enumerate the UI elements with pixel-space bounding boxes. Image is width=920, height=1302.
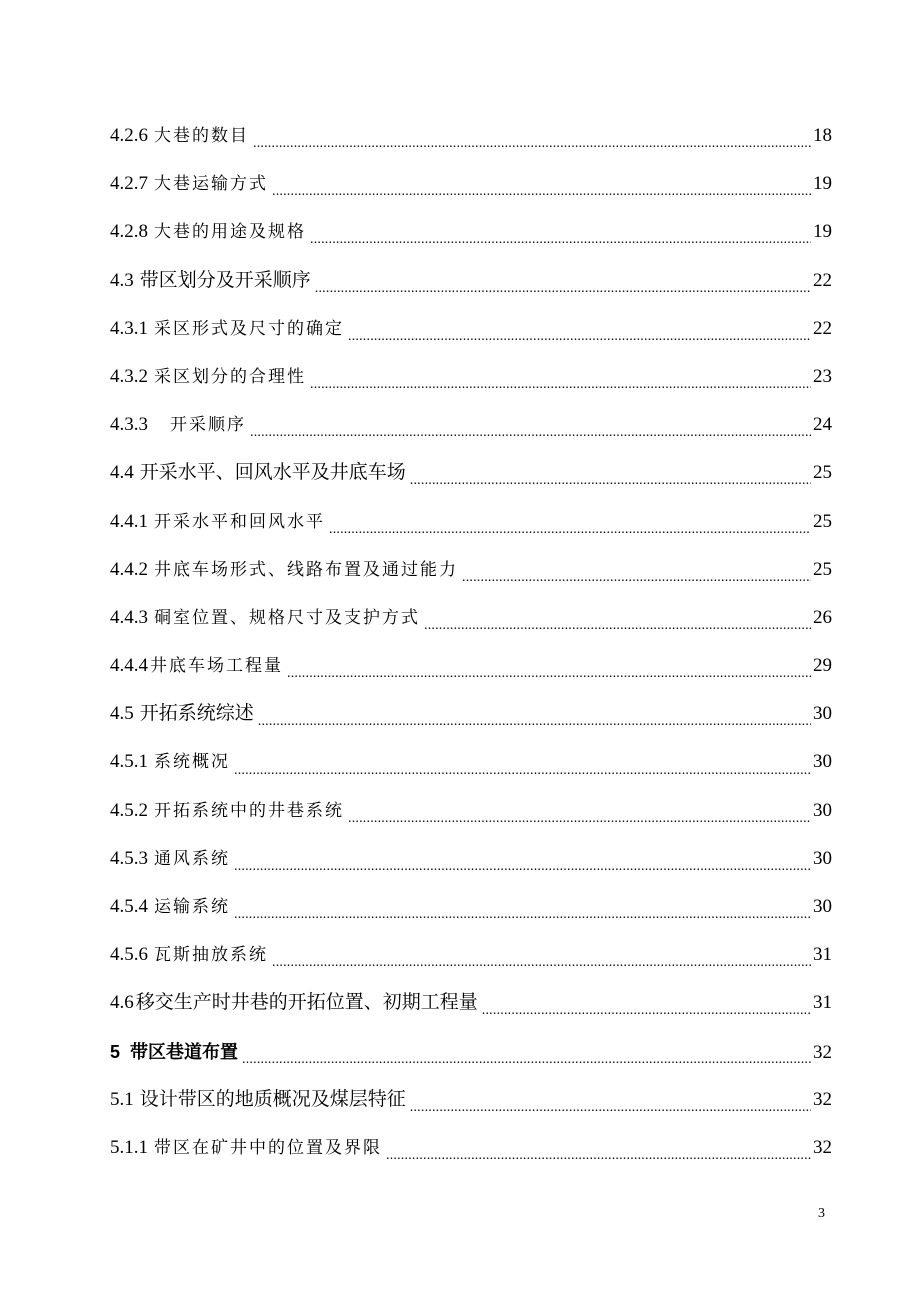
toc-entry-title: 开采顺序 bbox=[170, 415, 246, 435]
toc-entry-title: 井底车场工程量 bbox=[150, 656, 283, 676]
toc-entry-number: 4.5.1 bbox=[110, 751, 148, 773]
toc-entry-5-1 bbox=[110, 1076, 832, 1124]
toc-entry-5 bbox=[110, 1028, 832, 1076]
toc-entry-4-3 bbox=[110, 257, 832, 305]
dot-leader bbox=[424, 613, 811, 633]
toc-entry-4-5-3 bbox=[110, 835, 832, 883]
toc-entry-page: 19 bbox=[813, 173, 832, 195]
toc-entry-number: 5 bbox=[110, 1041, 121, 1062]
toc-entry-title: 井底车场形式、线路布置及通过能力 bbox=[154, 559, 458, 579]
toc-entry-title: 开采水平和回风水平 bbox=[154, 511, 325, 531]
dot-leader bbox=[250, 420, 811, 440]
toc-entry-4-4-4 bbox=[110, 642, 832, 690]
toc-entry-page: 32 bbox=[813, 1041, 832, 1063]
toc-entry-page: 25 bbox=[813, 462, 832, 484]
toc-entry-page: 30 bbox=[813, 896, 832, 917]
toc-entry-4-3-1 bbox=[110, 305, 832, 353]
toc-entry-page: 25 bbox=[813, 510, 832, 532]
toc-entry-page: 30 bbox=[813, 799, 832, 821]
toc-entry-number: 4.4.4 bbox=[110, 655, 148, 677]
dot-leader bbox=[242, 1047, 811, 1067]
toc-entry-title: 开拓系统中的井巷系统 bbox=[154, 800, 344, 820]
toc-entry-number: 4.4.2 bbox=[110, 558, 148, 580]
toc-entry-number: 4.2.7 bbox=[110, 173, 148, 195]
toc-entry-4-2-7 bbox=[110, 160, 832, 208]
toc-entry-4-5-4 bbox=[110, 883, 832, 931]
toc-entry-page: 30 bbox=[813, 751, 832, 773]
toc-entry-page: 19 bbox=[813, 221, 832, 243]
dot-leader bbox=[310, 372, 811, 392]
toc-entry-4-3-2 bbox=[110, 353, 832, 401]
toc-entry-4-4-2 bbox=[110, 546, 832, 594]
toc-entry-title: 开采水平、回风水平及井底车场 bbox=[139, 462, 406, 484]
toc-entry-title: 运输系统 bbox=[154, 897, 230, 916]
dot-leader bbox=[348, 324, 811, 344]
toc-entry-4-5-2 bbox=[110, 787, 832, 835]
toc-entry-title: 采区形式及尺寸的确定 bbox=[154, 318, 344, 338]
toc-entry-number: 4.4.3 bbox=[110, 606, 148, 628]
dot-leader bbox=[348, 806, 811, 826]
toc-entry-page: 30 bbox=[813, 703, 832, 725]
toc-entry-title: 带区在矿井中的位置及界限 bbox=[154, 1137, 382, 1157]
toc-entry-number: 4.6 bbox=[110, 992, 134, 1014]
toc-entry-number: 5.1.1 bbox=[110, 1136, 148, 1158]
dot-leader bbox=[462, 565, 811, 585]
toc-entry-number: 4.3.3 bbox=[110, 414, 148, 436]
toc-entry-5-1-1 bbox=[110, 1124, 832, 1172]
toc-entry-number: 4.5.3 bbox=[110, 847, 148, 869]
toc-entry-page: 29 bbox=[813, 655, 832, 677]
toc-entry-title: 大巷运输方式 bbox=[154, 174, 268, 194]
toc-entry-title: 移交生产时井巷的开拓位置、初期工程量 bbox=[135, 992, 478, 1014]
toc-entry-number: 4.2.8 bbox=[110, 221, 148, 243]
toc-entry-number: 4.3 bbox=[110, 269, 134, 291]
toc-entry-title: 带区巷道布置 bbox=[130, 1041, 239, 1062]
toc-entry-title: 开拓系统综述 bbox=[139, 703, 254, 725]
toc-entry-4-2-8 bbox=[110, 208, 832, 256]
toc-entry-page: 31 bbox=[813, 944, 832, 966]
toc-entry-number: 4.5.4 bbox=[110, 896, 148, 917]
toc-entry-number: 4.3.2 bbox=[110, 365, 148, 387]
toc-entry-title: 系统概况 bbox=[154, 752, 230, 772]
toc-entry-number: 4.5.2 bbox=[110, 799, 148, 821]
dot-leader bbox=[234, 758, 811, 778]
dot-leader bbox=[410, 1095, 811, 1115]
toc-entry-title: 瓦斯抽放系统 bbox=[154, 945, 268, 965]
toc-entry-4-4-1 bbox=[110, 498, 832, 546]
toc-entry-page: 26 bbox=[813, 606, 832, 628]
dot-leader bbox=[272, 950, 811, 970]
dot-leader bbox=[482, 998, 811, 1018]
table-of-contents bbox=[110, 112, 832, 1172]
toc-entry-number: 5.1 bbox=[110, 1088, 134, 1110]
toc-entry-number: 4.5 bbox=[110, 703, 134, 725]
dot-leader bbox=[310, 227, 811, 247]
dot-leader bbox=[253, 131, 811, 151]
toc-entry-title: 通风系统 bbox=[154, 848, 230, 868]
toc-entry-4-5-1 bbox=[110, 738, 832, 786]
toc-entry-page: 22 bbox=[813, 269, 832, 291]
toc-entry-4-4-3 bbox=[110, 594, 832, 642]
toc-entry-page: 30 bbox=[813, 847, 832, 869]
toc-entry-number: 4.5.6 bbox=[110, 944, 148, 966]
toc-entry-title: 带区划分及开采顺序 bbox=[139, 269, 311, 291]
page-number: 3 bbox=[818, 1206, 825, 1221]
toc-entry-4-2-6 bbox=[110, 112, 832, 160]
toc-entry-number: 4.3.1 bbox=[110, 317, 148, 339]
toc-entry-page: 24 bbox=[813, 414, 832, 436]
dot-leader bbox=[329, 517, 811, 537]
toc-entry-title: 设计带区的地质概况及煤层特征 bbox=[139, 1088, 406, 1110]
toc-entry-number: 4.2.6 bbox=[110, 125, 148, 146]
toc-entry-4-4 bbox=[110, 449, 832, 497]
toc-entry-page: 25 bbox=[813, 558, 832, 580]
dot-leader bbox=[315, 276, 811, 296]
dot-leader bbox=[234, 902, 811, 922]
toc-entry-number: 4.4.1 bbox=[110, 510, 148, 532]
toc-entry-page: 32 bbox=[813, 1136, 832, 1158]
toc-entry-page: 31 bbox=[813, 992, 832, 1014]
toc-entry-page: 23 bbox=[813, 365, 832, 387]
toc-entry-page: 32 bbox=[813, 1088, 832, 1110]
dot-leader bbox=[410, 468, 811, 488]
toc-entry-4-5-6 bbox=[110, 931, 832, 979]
toc-entry-number: 4.4 bbox=[110, 462, 134, 484]
dot-leader bbox=[386, 1143, 811, 1163]
toc-entry-page: 22 bbox=[813, 317, 832, 339]
toc-entry-title: 大巷的用途及规格 bbox=[154, 222, 306, 242]
toc-entry-4-6 bbox=[110, 979, 832, 1027]
toc-entry-title: 大巷的数目 bbox=[154, 126, 249, 145]
dot-leader bbox=[287, 661, 811, 681]
dot-leader bbox=[234, 854, 811, 874]
toc-entry-page: 18 bbox=[813, 125, 832, 146]
toc-entry-4-5 bbox=[110, 690, 832, 738]
toc-entry-4-3-3 bbox=[110, 401, 832, 449]
toc-entry-title: 硐室位置、规格尺寸及支护方式 bbox=[154, 607, 420, 627]
dot-leader bbox=[258, 709, 811, 729]
dot-leader bbox=[272, 179, 811, 199]
toc-entry-title: 采区划分的合理性 bbox=[154, 366, 306, 386]
